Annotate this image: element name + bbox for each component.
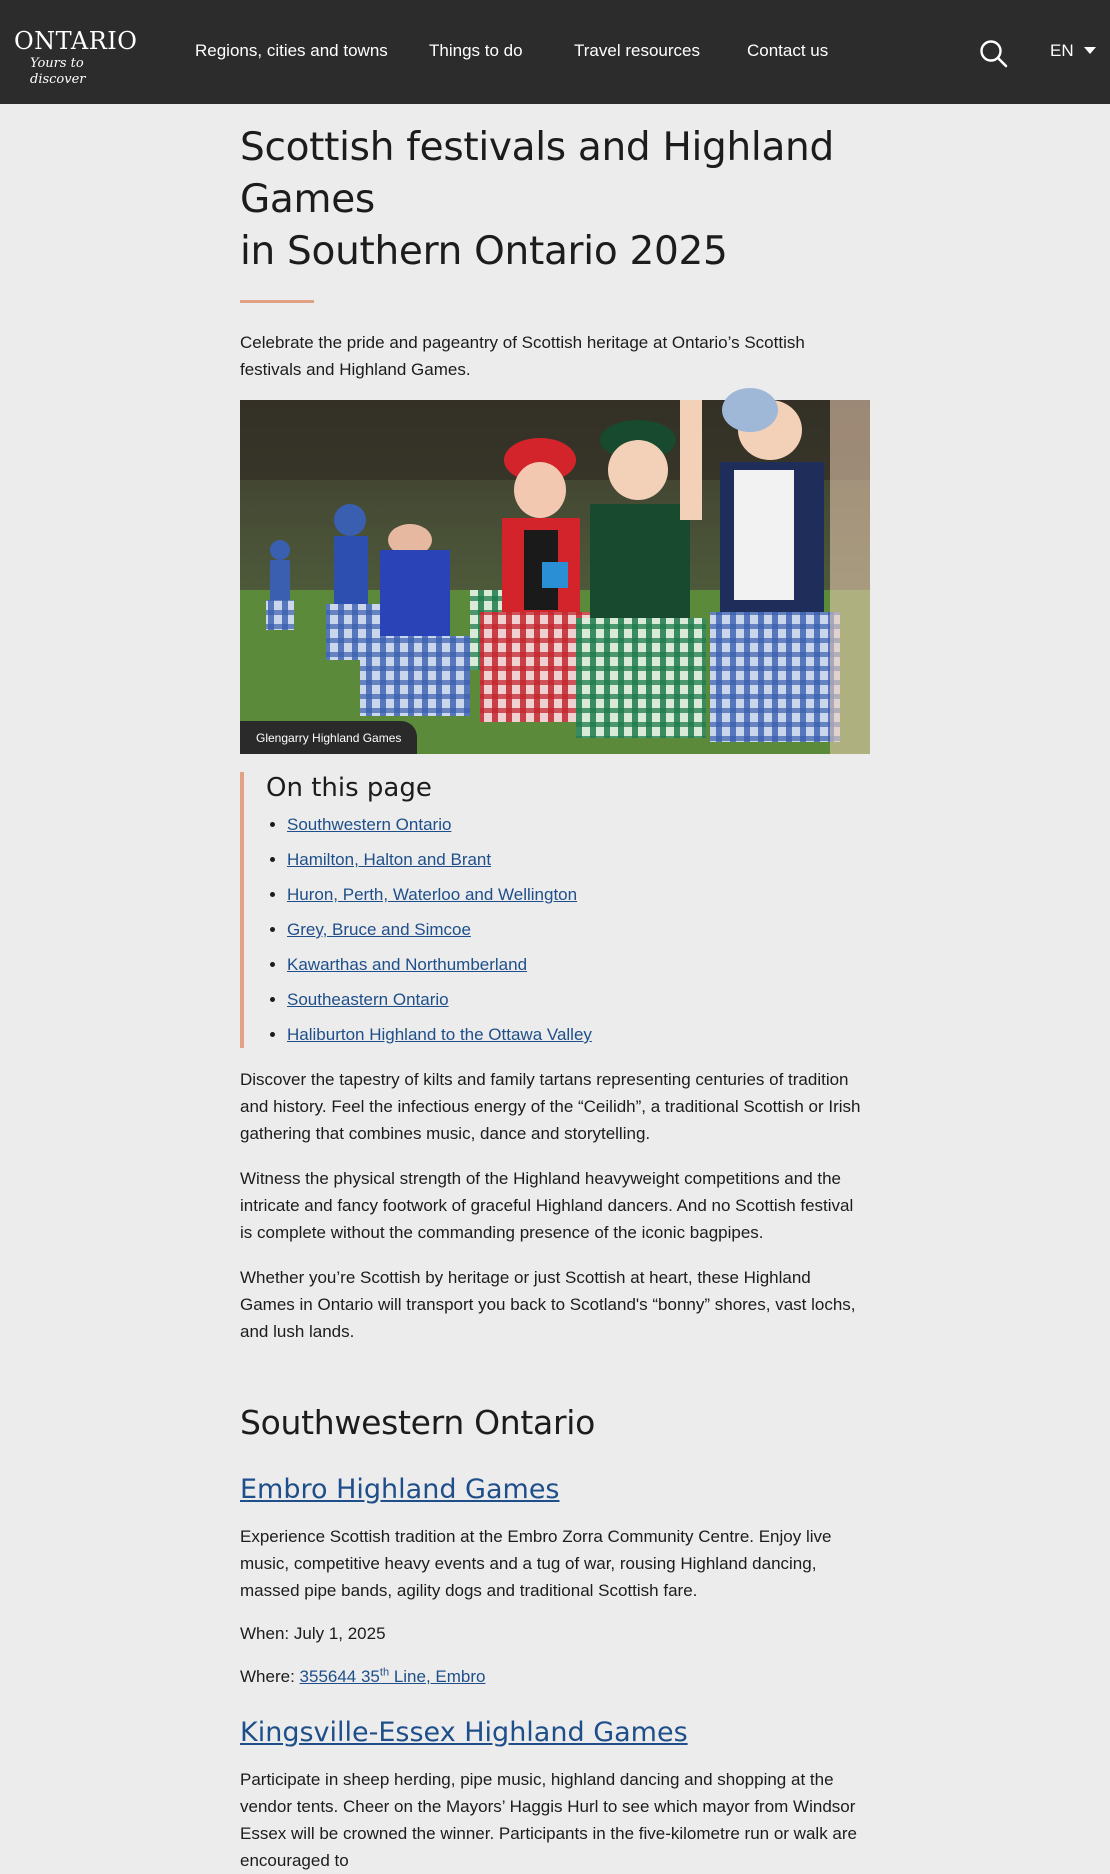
title-accent-rule: [240, 300, 314, 303]
address-number: 355644 35: [299, 1667, 380, 1686]
nav-travel-resources[interactable]: Travel resources: [574, 41, 700, 60]
body-paragraph: Whether you’re Scottish by heritage or just Scottish at heart, these Highland Games in Ontario will transport you back to Scotland's “bonny” shores, vast lochs, and lush lands.: [240, 1268, 856, 1341]
event-title: [240, 1716, 870, 1750]
toc-item: [287, 884, 870, 906]
toc-link-kawarthas-northumberland[interactable]: Kawarthas and Northumberland: [287, 955, 528, 974]
event-address-link[interactable]: [300, 1667, 486, 1686]
search-icon: [978, 38, 1010, 70]
page-title-line-1: Scottish festivals and Highland Games: [240, 125, 834, 222]
language-label: EN: [1050, 41, 1074, 60]
event-where: [240, 1663, 870, 1690]
toc-list: [266, 814, 870, 1048]
toc-link-southwestern-ontario[interactable]: Southwestern Ontario: [287, 815, 452, 834]
article: [240, 104, 870, 1874]
event-title: [240, 1473, 870, 1507]
address-rest: Line, Embro: [389, 1667, 486, 1686]
logo-tagline: Yours to discover: [30, 56, 86, 87]
toc-link-huron-perth-waterloo-wellington[interactable]: Huron, Perth, Waterloo and Wellington: [287, 885, 578, 904]
intro-text: Celebrate the pride and pageantry of Scottish heritage at Ontario’s Scottish festivals and Highland Games.: [240, 333, 805, 379]
event-description: Experience Scottish tradition at the Embro Zorra Community Centre. Enjoy live music, competitive heavy events and a tug of war, rousing Highland dancing, massed pipe bands, agility dogs and traditional Scottish fare.: [240, 1527, 832, 1600]
event-description: Participate in sheep herding, pipe music, highland dancing and shopping at the vendor tents. Cheer on the Mayors’ Haggis Hurl to see which mayor from Windsor Essex will be crowned the winner. Participants in the five-kilometre run or walk are encouraged to: [240, 1770, 857, 1870]
where-label: Where:: [240, 1667, 295, 1686]
hero-caption: Glengarry Highland Games: [240, 721, 417, 754]
toc-item: [287, 989, 870, 1011]
language-selector[interactable]: [1050, 40, 1096, 62]
site-header: [0, 0, 1110, 104]
section-title-southwestern-ontario: Southwestern Ontario: [240, 1403, 596, 1442]
body-paragraph: Discover the tapestry of kilts and family tartans representing centuries of tradition and history. Feel the infectious energy of the “Ceilidh”, a traditional Scottish or Irish gathering that combines music, dance and storytelling.: [240, 1070, 861, 1143]
toc-link-haliburton-ottawa-valley[interactable]: Haliburton Highland to the Ottawa Valley: [287, 1025, 592, 1044]
event-link-kingsville-essex-highland-games[interactable]: Kingsville-Essex Highland Games: [240, 1717, 688, 1748]
when-value: July 1, 2025: [293, 1624, 386, 1643]
caret-down-icon: [1084, 47, 1096, 55]
toc-item: [287, 849, 870, 871]
nav-regions[interactable]: Regions, cities and towns: [195, 41, 388, 60]
toc-item: [287, 814, 870, 836]
toc-item: [287, 1024, 870, 1046]
nav-contact-us[interactable]: Contact us: [747, 41, 829, 60]
event-when: [240, 1620, 870, 1647]
logo-wordmark: ONTARIO: [14, 27, 138, 55]
toc-link-southeastern-ontario[interactable]: Southeastern Ontario: [287, 990, 449, 1009]
ontario-logo[interactable]: [14, 27, 138, 87]
page-title-line-2: in Southern Ontario 2025: [240, 229, 728, 274]
toc-item: [287, 919, 870, 941]
nav-things-to-do[interactable]: Things to do: [429, 41, 523, 60]
toc-link-hamilton-halton-brant[interactable]: Hamilton, Halton and Brant: [287, 850, 492, 869]
on-this-page: [240, 772, 870, 1048]
toc-item: [287, 954, 870, 976]
toc-title: On this page: [266, 773, 432, 803]
toc-link-grey-bruce-simcoe[interactable]: Grey, Bruce and Simcoe: [287, 920, 471, 939]
event-link-embro-highland-games[interactable]: Embro Highland Games: [240, 1474, 560, 1505]
page-title: [240, 122, 870, 278]
search-button[interactable]: [978, 38, 1010, 70]
body-paragraph: Witness the physical strength of the Highland heavyweight competitions and the intricate and fancy footwork of graceful Highland dancers. And no Scottish festival is complete without the commanding presence of the iconic bagpipes.: [240, 1169, 854, 1242]
address-ordinal: th: [379, 1666, 390, 1679]
highland-dancers-photo: [240, 400, 870, 754]
hero-image: [240, 400, 870, 754]
when-label: When:: [240, 1624, 290, 1643]
